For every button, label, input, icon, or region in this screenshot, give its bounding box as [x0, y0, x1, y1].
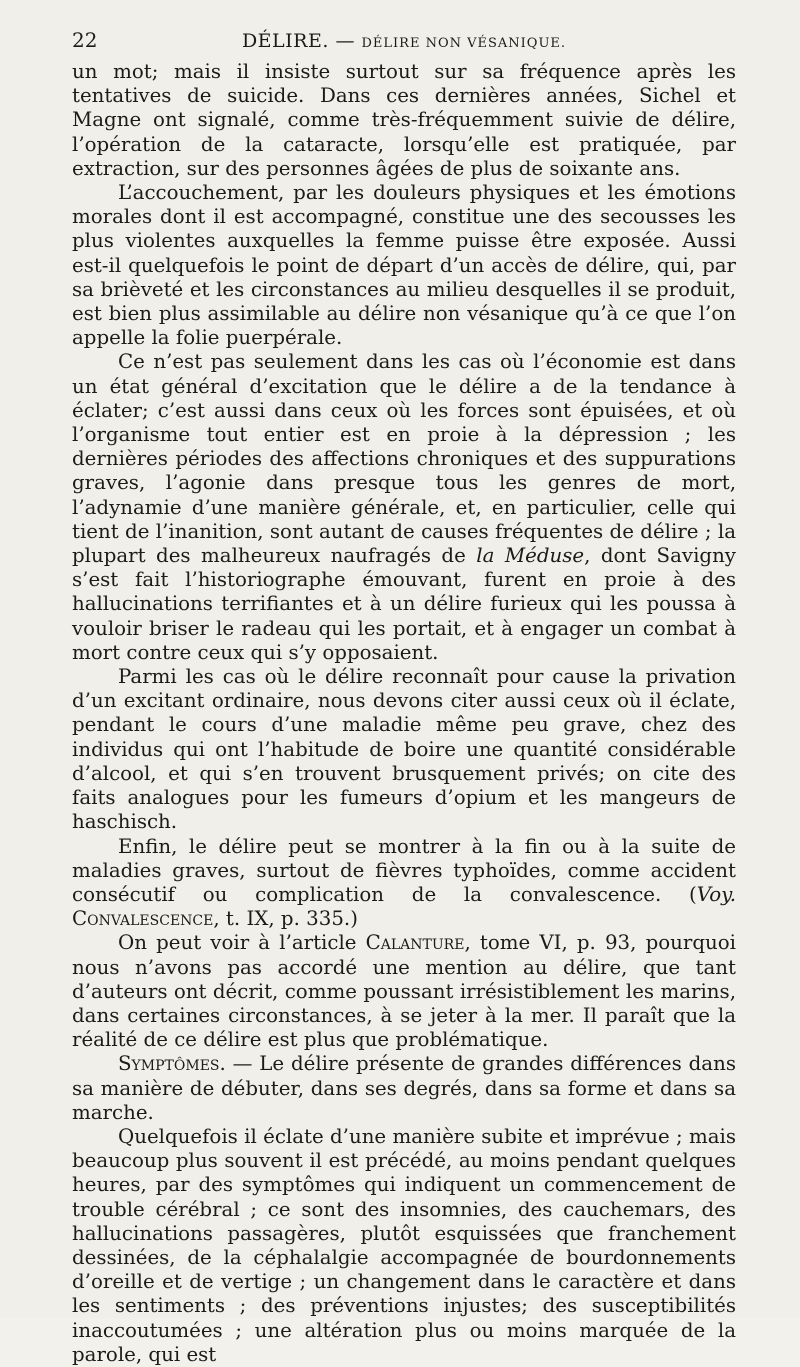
header-title: DÉLIRE.: [241, 30, 329, 52]
text-run: , t. IX, p. 335.): [213, 907, 358, 931]
small-caps-text: Convalescence: [72, 907, 214, 931]
paragraph: [72, 1125, 736, 1367]
text-run: un mot; mais il insiste surtout sur sa fréquence après les tentatives de suicide. Dans ces dernières années, Sichel et Magne ont signalé, comme très-fréquemment suivie de délire, l’opération de la cataracte, lorsqu’elle est pratiquée, par extraction, sur des personnes âgées de plus de soixante ans.: [72, 60, 736, 180]
text-run: Quelquefois il éclate d’une manière subite et imprévue ; mais beaucoup plus souvent il est précédé, au moins pendant quelques heures, par des symptômes qui indiquent un commencement de trouble cérébral ; ce sont des insomnies, des cauchemars, des hallucinations passagères, plutôt esquissées que franchement dessinées, de la céphalalgie accompagnée de bourdonnements d’oreille et de vertige ; un changement dans le caractère et dans les sentiments ; des préventions injustes; des susceptibilités inaccoutumées ; une altération plus ou moins marquée de la parole, qui est: [72, 1124, 736, 1366]
text-run: Ce n’est pas seulement dans les cas où l’économie est dans un état général d’excitation que le délire a de la tendance à éclater; c’est aussi dans ceux où les forces sont épuisées, et où l’organisme tout entier est en proie à la dépression ; les dernières périodes des affections chroniques et des suppurations graves, l’agonie dans presque tous les genres de mort, l’adynamie d’une manière générale, et, en particulier, celle qui tient de l’inanition, sont autant de causes fréquentes de délire ; la plupart des malheureux naufragés de: [72, 350, 736, 568]
paragraph: [72, 665, 736, 834]
header-subtitle: DÉLIRE NON VÉSANIQUE.: [361, 36, 567, 51]
italic-text: la Méduse: [476, 544, 585, 568]
text-run: On peut voir à l’article: [118, 931, 366, 955]
paragraph: [72, 181, 736, 350]
paragraph: [72, 60, 736, 181]
paragraph: [72, 835, 736, 932]
header-dash: —: [335, 30, 355, 52]
running-title: [72, 30, 736, 52]
page-body: [72, 60, 736, 1367]
text-run: Enfin, le délire peut se montrer à la fin ou à la suite de maladies graves, surtout de fièvres typhoïdes, comme accident consécutif ou complication de la convalescence. (: [72, 834, 736, 906]
italic-text: Voy.: [696, 882, 736, 906]
paragraph: [72, 350, 736, 665]
running-header: [72, 28, 736, 54]
text-run: . — Le délire présente de grandes différences dans sa manière de débuter, dans ses degrés, dans sa forme et dans sa marche.: [72, 1052, 736, 1124]
text-run: Parmi les cas où le délire reconnaît pour cause la privation d’un excitant ordinaire, nous devons citer aussi ceux où il éclate, pendant le cours d’une maladie même peu grave, chez des individus qui ont l’habitude de boire une quantité considérable d’alcool, et qui s’en trouvent brusquement privés; on cite des faits analogues pour les fumeurs d’opium et les mangeurs de haschisch.: [72, 665, 736, 834]
paragraph: [72, 1052, 736, 1125]
text-run: L’accouchement, par les douleurs physiques et les émotions morales dont il est accompagné, constitue une des secousses les plus violentes auxquelles la femme puisse être exposée. Aussi est-il quelquefois le point de départ d’un accès de délire, qui, par sa brièveté et les circonstances au milieu desquelles il se produit, est bien plus assimilable au délire non vésanique qu’à ce que l’on appelle la folie puerpérale.: [72, 181, 736, 350]
text-run: , tome VI, p. 93, pourquoi nous n’avons pas accordé une mention au délire, que tant d’auteurs ont décrit, comme poussant irrésistiblement les marins, dans certaines circonstances, à se jeter à la mer. Il paraît que la réalité de ce délire est plus que problématique.: [72, 931, 736, 1052]
small-caps-text: Calanture: [365, 931, 465, 955]
small-caps-text: Symptômes: [118, 1052, 220, 1076]
paragraph: [72, 931, 736, 1052]
text-run: , dont Savigny s’est fait l’historiographe émouvant, furent en proie à des hallucinations terrifiantes et à un délire furieux qui les poussa à vouloir briser le radeau qui les portait, et à engager un combat à mort contre ceux qui s’y opposaient.: [72, 544, 736, 664]
page-number: 22: [72, 28, 98, 52]
